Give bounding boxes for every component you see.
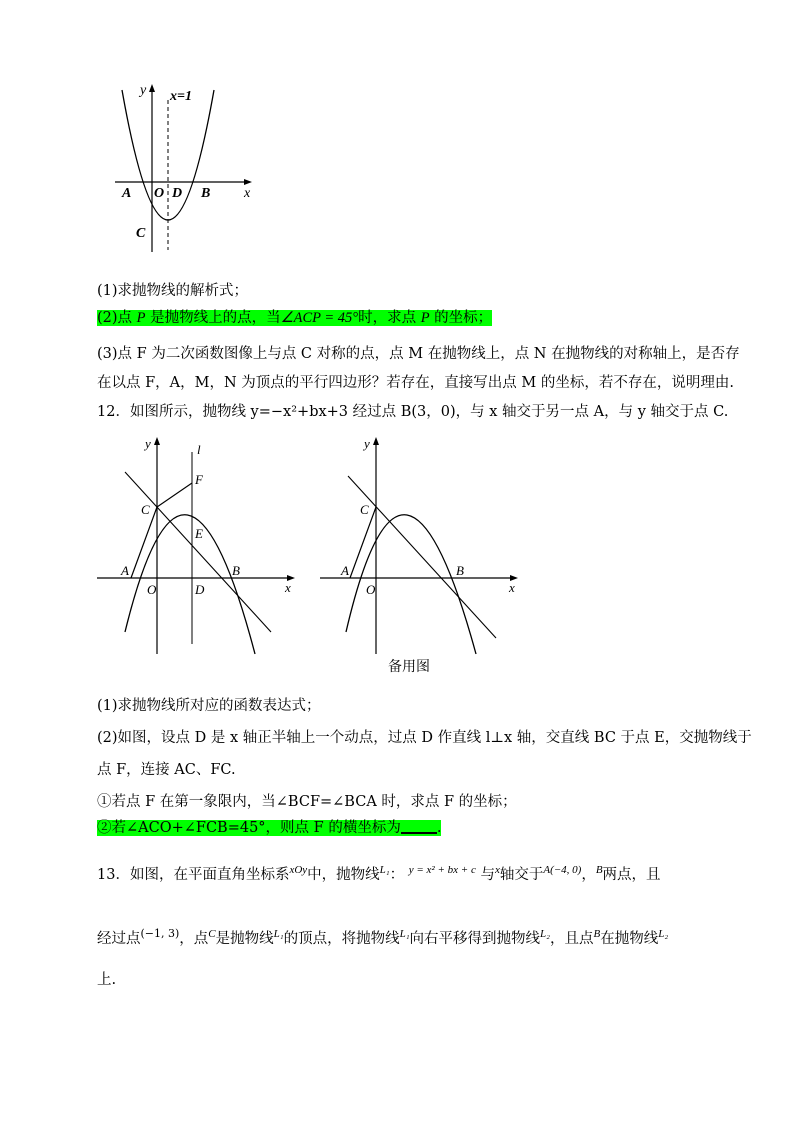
fig2-b: B	[232, 563, 240, 578]
fig2-l: l	[197, 442, 201, 457]
q11-part3-line1: (3)点 F 为二次函数图像上与点 C 对称的点，点 M 在抛物线上，点 N 在抛物线的对称轴上，是否存	[97, 346, 740, 362]
fig1-point-c: C	[136, 226, 146, 241]
q12-part2-line1: (2)如图，设点 D 是 x 轴正半轴上一个动点，过点 D 作直线 l⊥x 轴，交直线 BC 于点 E，交抛物线于	[97, 730, 752, 746]
q11-part2	[97, 308, 492, 328]
fig2-y: y	[145, 436, 151, 451]
fig1-point-a: A	[122, 186, 132, 201]
fig2-o: O	[147, 582, 157, 597]
fig2-f: F	[195, 472, 203, 487]
answer-blank[interactable]	[401, 818, 437, 834]
fig1-x-label: x	[244, 186, 251, 201]
fig3-b: B	[456, 563, 464, 578]
figure-1-parabola	[110, 80, 260, 255]
fig3-o: O	[366, 582, 376, 597]
q11-part2-highlight: (2)点 P 是抛物线上的点，当∠ACP = 45°时，求点 P 的坐标；	[97, 310, 493, 326]
q13-line3: 上.	[97, 972, 117, 988]
figure-2-backup	[318, 432, 528, 657]
fig3-a: A	[341, 563, 349, 578]
fig1-axis-label: x=1	[170, 89, 192, 104]
fig2-d: D	[195, 582, 205, 597]
backup-figure-caption: 备用图	[388, 659, 430, 675]
q12-sub2: ②若∠ACO+∠FCB=45°，则点 F 的横坐标为 .	[97, 820, 442, 836]
fig1-point-o: O	[154, 186, 165, 201]
figure-2-main	[95, 432, 305, 657]
q13-line2: 经过点$^{(-1, 3)}$，点$^C$是抛物线$^{L_1}$的顶点，将抛物线$^{L_1}$向右平移得到抛物线$^{L_2}$，且点$^B$在抛物线$^{L_2}$	[97, 927, 669, 947]
fig2-e: E	[195, 526, 203, 541]
fig1-point-b: B	[201, 186, 211, 201]
q12-sub1: ①若点 F 在第一象限内，当∠BCF=∠BCA 时，求点 F 的坐标；	[97, 794, 517, 810]
fig2-c: C	[141, 502, 150, 517]
fig3-x: x	[509, 580, 515, 595]
fig3-y: y	[364, 436, 370, 451]
fig3-c: C	[360, 502, 369, 517]
fig1-point-d: D	[172, 186, 183, 201]
q13-line1: 13．如图，在平面直角坐标系$^{xOy}$中，抛物线$^{L_1}$： $^{y = x^2 + bx + c}$ 与$^x$轴交于$^{A(-4, 0)}$，$^B$两点，且	[97, 864, 661, 883]
q12-stem: 12．如图所示，抛物线 y=−x²+bx+3 经过点 B(3，0)，与 x 轴交于另一点 A，与 y 轴交于点 C.	[97, 404, 729, 420]
fig2-a: A	[121, 563, 129, 578]
q12-part2-line2: 点 F，连接 AC、FC.	[97, 762, 236, 778]
fig2-x: x	[285, 580, 291, 595]
fig1-y-label: y	[140, 83, 147, 98]
q11-part1: (1)求抛物线的解析式；	[97, 283, 249, 299]
q12-part1: (1)求抛物线所对应的函数表达式；	[97, 698, 321, 714]
q11-part3-line2: 在以点 F，A，M，N 为顶点的平行四边形？若存在，直接写出点 M 的坐标，若不存在，说明理由.	[97, 375, 734, 391]
